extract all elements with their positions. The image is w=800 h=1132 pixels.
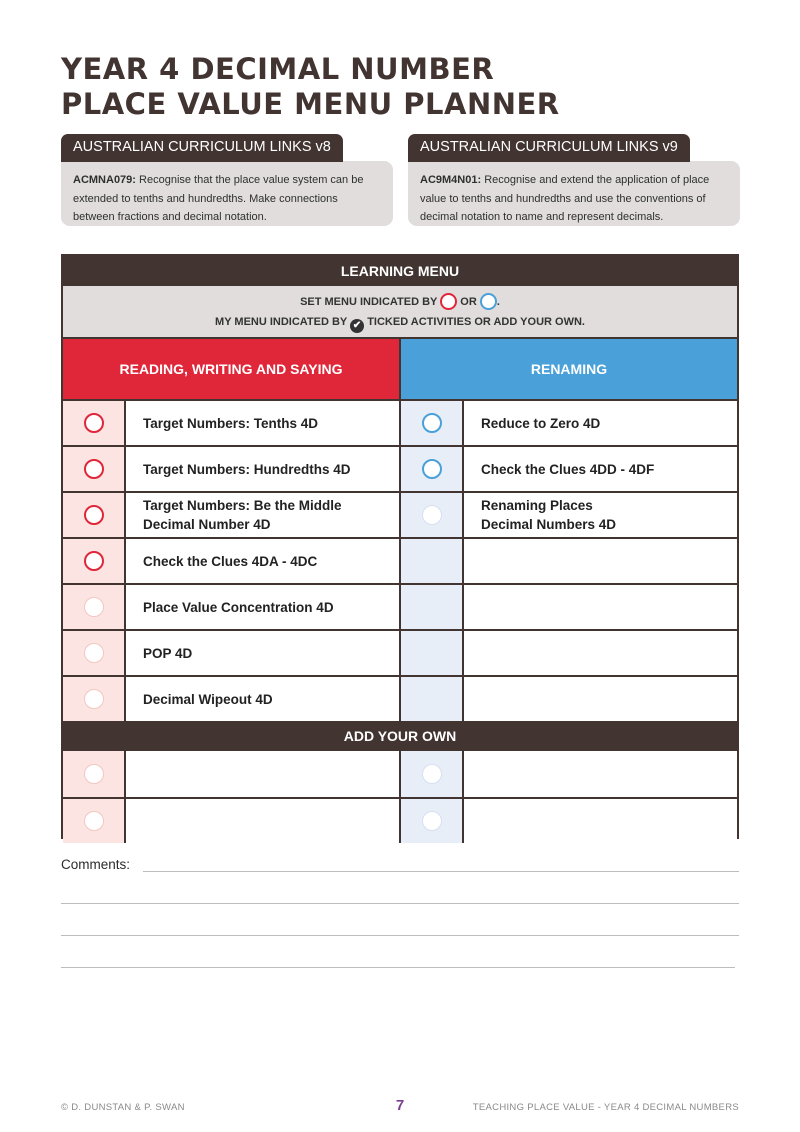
- set-menu-blue-circle-icon[interactable]: [422, 413, 442, 433]
- empty-circle-icon[interactable]: [422, 764, 442, 784]
- activity-label: Renaming Places Decimal Numbers 4D: [481, 498, 617, 532]
- add-your-own-header: ADD YOUR OWN: [63, 721, 737, 751]
- my-menu-line: [63, 314, 737, 333]
- add-own-renaming-activity[interactable]: [464, 749, 737, 797]
- empty-circle-icon[interactable]: [422, 505, 442, 525]
- column-header-reading: READING, WRITING AND SAYING: [63, 339, 399, 399]
- activity-label: Reduce to Zero 4D: [481, 415, 601, 431]
- reading-checkbox-cell[interactable]: [63, 629, 124, 675]
- comments-line-4[interactable]: [61, 967, 735, 968]
- set-menu-red-circle-icon[interactable]: [84, 459, 104, 479]
- reading-activity: [126, 629, 399, 675]
- learning-menu-header: LEARNING MENU: [63, 256, 737, 286]
- column-divider: [462, 399, 464, 721]
- curriculum-v8-box: [61, 161, 393, 226]
- reading-checkbox-cell[interactable]: [63, 583, 124, 629]
- comments-line-1[interactable]: [143, 871, 739, 872]
- renaming-checkbox-cell[interactable]: [401, 399, 462, 445]
- renaming-activity: [464, 629, 737, 675]
- renaming-activity: [464, 445, 737, 491]
- add-own-renaming-checkbox[interactable]: [401, 749, 462, 797]
- activity-label: Target Numbers: Hundredths 4D: [143, 461, 351, 477]
- activity-label: Check the Clues 4DD - 4DF: [481, 461, 655, 477]
- activity-label: Target Numbers: Tenths 4D: [143, 415, 319, 431]
- set-menu-red-circle-icon[interactable]: [84, 505, 104, 525]
- column-divider: [399, 399, 401, 721]
- reading-checkbox-cell[interactable]: [63, 399, 124, 445]
- blue-circle-icon: [480, 293, 497, 310]
- curriculum-v9-tab: AUSTRALIAN CURRICULUM LINKS v9: [408, 134, 690, 162]
- set-menu-or: OR: [460, 296, 477, 308]
- curriculum-v9-code: AC9M4N01:: [420, 174, 482, 186]
- set-menu-red-circle-icon[interactable]: [84, 551, 104, 571]
- reading-checkbox-cell[interactable]: [63, 675, 124, 721]
- page-number: 7: [395, 1097, 405, 1114]
- my-menu-prefix: MY MENU INDICATED BY: [215, 316, 348, 328]
- red-circle-icon: [440, 293, 457, 310]
- activity-label: Place Value Concentration 4D: [143, 599, 334, 615]
- renaming-activity: [464, 399, 737, 445]
- curriculum-v8-text: Recognise that the place value system can be extended to tenths and hundredths. Make connections between fractions and decimal notation.: [73, 174, 364, 223]
- reading-checkbox-cell[interactable]: [63, 537, 124, 583]
- activity-label: Check the Clues 4DA - 4DC: [143, 553, 318, 569]
- reading-checkbox-cell[interactable]: [63, 445, 124, 491]
- column-divider: [124, 749, 126, 843]
- set-menu-end: .: [496, 296, 500, 308]
- empty-circle-icon[interactable]: [84, 597, 104, 617]
- renaming-checkbox-cell[interactable]: [401, 675, 462, 721]
- set-menu-line: [63, 293, 737, 310]
- comments-line-2[interactable]: [61, 903, 739, 904]
- menu-legend: [63, 286, 737, 339]
- add-own-reading-activity[interactable]: [126, 749, 399, 797]
- curriculum-v9-text: Recognise and extend the application of place value to tenths and hundredths and use the conventions of decimal notation to name and represent decimals.: [420, 174, 710, 223]
- add-own-renaming-activity[interactable]: [464, 797, 737, 843]
- checkmark-icon: ✔: [350, 319, 364, 333]
- curriculum-v8-code: ACMNA079:: [73, 174, 136, 186]
- reading-activity: [126, 537, 399, 583]
- empty-circle-icon[interactable]: [84, 811, 104, 831]
- empty-circle-icon[interactable]: [84, 764, 104, 784]
- reading-activity: [126, 583, 399, 629]
- column-divider: [124, 399, 126, 721]
- add-own-reading-activity[interactable]: [126, 797, 399, 843]
- curriculum-v8-tab: AUSTRALIAN CURRICULUM LINKS v8: [61, 134, 343, 162]
- renaming-checkbox-cell[interactable]: [401, 445, 462, 491]
- activity-label: POP 4D: [143, 645, 193, 661]
- column-header-renaming: RENAMING: [399, 339, 737, 399]
- my-menu-suffix: TICKED ACTIVITIES OR ADD YOUR OWN.: [367, 316, 585, 328]
- curriculum-v9-panel: [408, 134, 740, 226]
- title-line-2: PLACE VALUE MENU PLANNER: [61, 87, 560, 121]
- renaming-checkbox-cell[interactable]: [401, 537, 462, 583]
- title-line-1: YEAR 4 DECIMAL NUMBER: [61, 52, 495, 86]
- curriculum-v9-box: [408, 161, 740, 226]
- activity-label: Decimal Wipeout 4D: [143, 691, 273, 707]
- column-divider: [462, 749, 464, 843]
- reading-activity: [126, 399, 399, 445]
- comments-line-3[interactable]: [61, 935, 739, 936]
- renaming-activity: [464, 583, 737, 629]
- add-own-renaming-checkbox[interactable]: [401, 797, 462, 843]
- activity-label: Target Numbers: Be the Middle Decimal Number 4D: [143, 498, 342, 532]
- reading-activity: [126, 491, 399, 537]
- add-own-reading-checkbox[interactable]: [63, 749, 124, 797]
- renaming-checkbox-cell[interactable]: [401, 629, 462, 675]
- curriculum-v8-panel: [61, 134, 393, 226]
- page-title: [61, 52, 560, 122]
- column-divider: [399, 749, 401, 843]
- set-menu-blue-circle-icon[interactable]: [422, 459, 442, 479]
- footer-book-title: TEACHING PLACE VALUE - YEAR 4 DECIMAL NUMBERS: [472, 1102, 739, 1113]
- renaming-activity: [464, 675, 737, 721]
- renaming-activity: [464, 537, 737, 583]
- set-menu-prefix: SET MENU INDICATED BY: [300, 296, 438, 308]
- footer-copyright: © D. DUNSTAN & P. SWAN: [61, 1102, 185, 1113]
- empty-circle-icon[interactable]: [422, 811, 442, 831]
- renaming-checkbox-cell[interactable]: [401, 491, 462, 537]
- reading-activity: [126, 675, 399, 721]
- reading-activity: [126, 445, 399, 491]
- empty-circle-icon[interactable]: [84, 689, 104, 709]
- empty-circle-icon[interactable]: [84, 643, 104, 663]
- set-menu-red-circle-icon[interactable]: [84, 413, 104, 433]
- renaming-checkbox-cell[interactable]: [401, 583, 462, 629]
- comments-label: Comments:: [61, 857, 131, 872]
- learning-menu-table: [61, 254, 739, 839]
- renaming-activity: [464, 491, 737, 537]
- add-own-reading-checkbox[interactable]: [63, 797, 124, 843]
- reading-checkbox-cell[interactable]: [63, 491, 124, 537]
